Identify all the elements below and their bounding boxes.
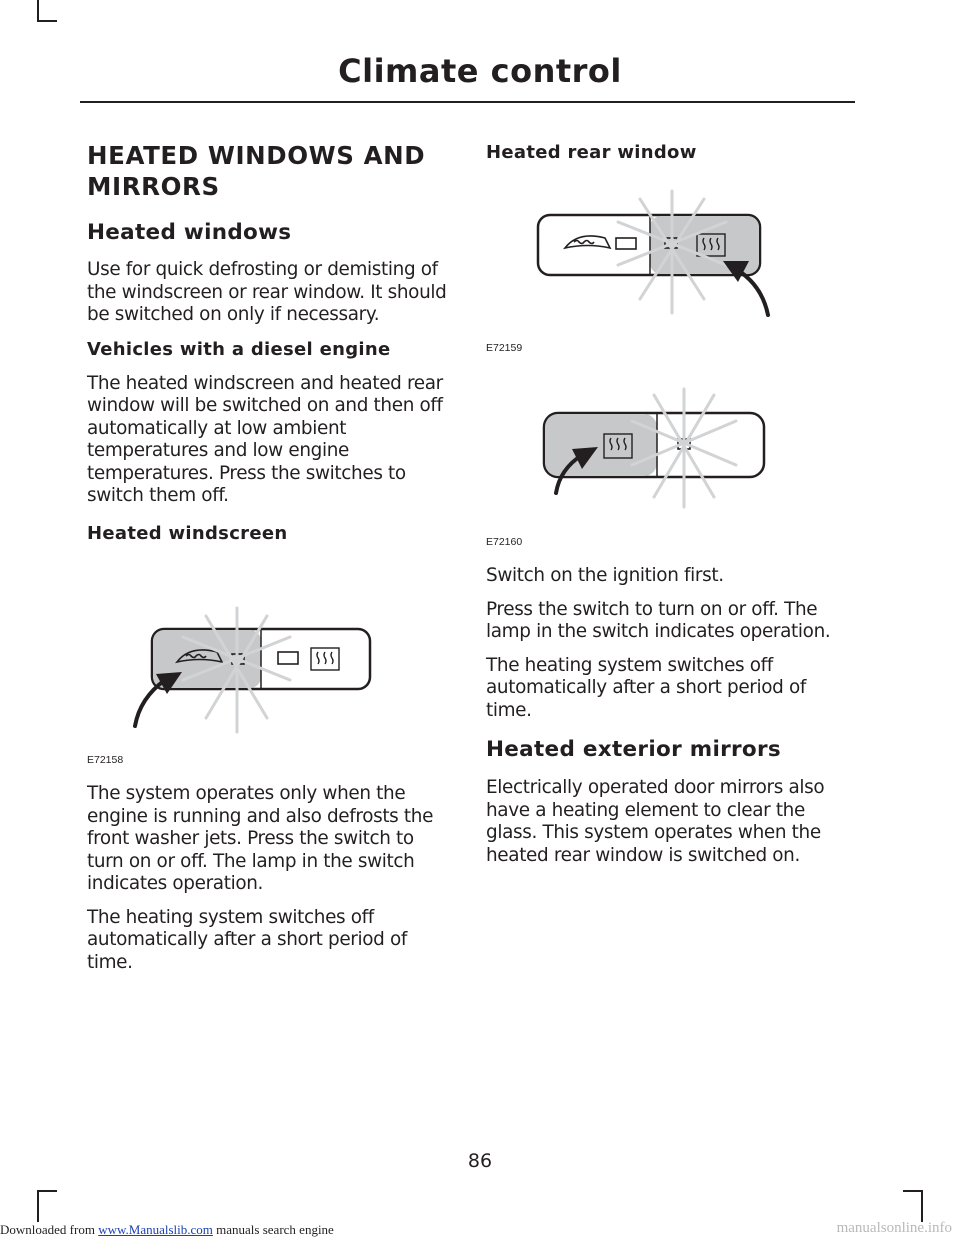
crop-mark-bottom-left-v xyxy=(37,1192,39,1222)
heading-heated-exterior-mirrors: Heated exterior mirrors xyxy=(486,737,782,762)
footer-link[interactable]: www.Manualslib.com xyxy=(98,1222,213,1237)
crop-mark-top-left-h xyxy=(37,20,57,22)
footer-prefix: Downloaded from xyxy=(0,1222,99,1237)
crop-mark-bottom-left-h xyxy=(37,1190,57,1192)
crop-mark-bottom-right-h xyxy=(903,1190,923,1192)
figure-heated-rear-window-2 xyxy=(540,385,800,515)
heading-heated-windscreen: Heated windscreen xyxy=(87,522,288,544)
heading-heated-windows: Heated windows xyxy=(87,220,292,245)
heading-heated-rear-window: Heated rear window xyxy=(486,142,697,163)
figure-code-e72160: E72160 xyxy=(486,536,523,548)
figure-heated-rear-window-1 xyxy=(520,185,790,325)
right-column-lower xyxy=(486,565,854,867)
figure-code-e72158: E72158 xyxy=(87,754,124,766)
crop-mark-bottom-right-v xyxy=(921,1192,923,1222)
heading-diesel: Vehicles with a diesel engine xyxy=(87,338,391,360)
footer-suffix: manuals search engine xyxy=(212,1222,334,1237)
left-column xyxy=(87,140,452,546)
paragraph-press-switch: Press the switch to turn on or off. The lamp in the switch indicates operation. xyxy=(486,598,831,642)
paragraph-diesel: The heated windscreen and heated rear window will be switched on and then off automatically at low ambient temperatures and low engine temperatures. Press the switches to switch them off. xyxy=(87,372,443,506)
section-heading: HEATED WINDOWS AND MIRRORS xyxy=(87,141,426,201)
header-rule xyxy=(80,101,855,103)
paragraph-system-operates: The system operates only when the engine is running and also defrosts the front washer jets. Press the switch to turn on or off. The lamp in the switch indicates operation. xyxy=(87,783,434,894)
left-column-lower xyxy=(87,783,452,974)
figure-code-e72159: E72159 xyxy=(486,342,523,354)
footer-download-note xyxy=(0,1222,334,1238)
page-number: 86 xyxy=(467,1150,493,1172)
paragraph-mirrors: Electrically operated door mirrors also have a heating element to clear the glass. This system operates when the heated rear window is switched on. xyxy=(486,777,825,866)
paragraph-auto-off-left: The heating system switches off automatically after a short period of time. xyxy=(87,906,408,973)
paragraph-intro: Use for quick defrosting or demisting of the windscreen or rear window. It should be switched on only if necessary. xyxy=(87,259,447,325)
page-title: Climate control xyxy=(338,52,622,90)
paragraph-auto-off-right: The heating system switches off automatically after a short period of time. xyxy=(486,654,807,721)
crop-mark-top-left-v xyxy=(37,0,39,20)
figure-heated-windscreen xyxy=(120,600,390,740)
footer-watermark: manualsonline.info xyxy=(836,1220,952,1236)
right-column-top xyxy=(486,141,854,165)
paragraph-ignition: Switch on the ignition first. xyxy=(486,565,724,586)
